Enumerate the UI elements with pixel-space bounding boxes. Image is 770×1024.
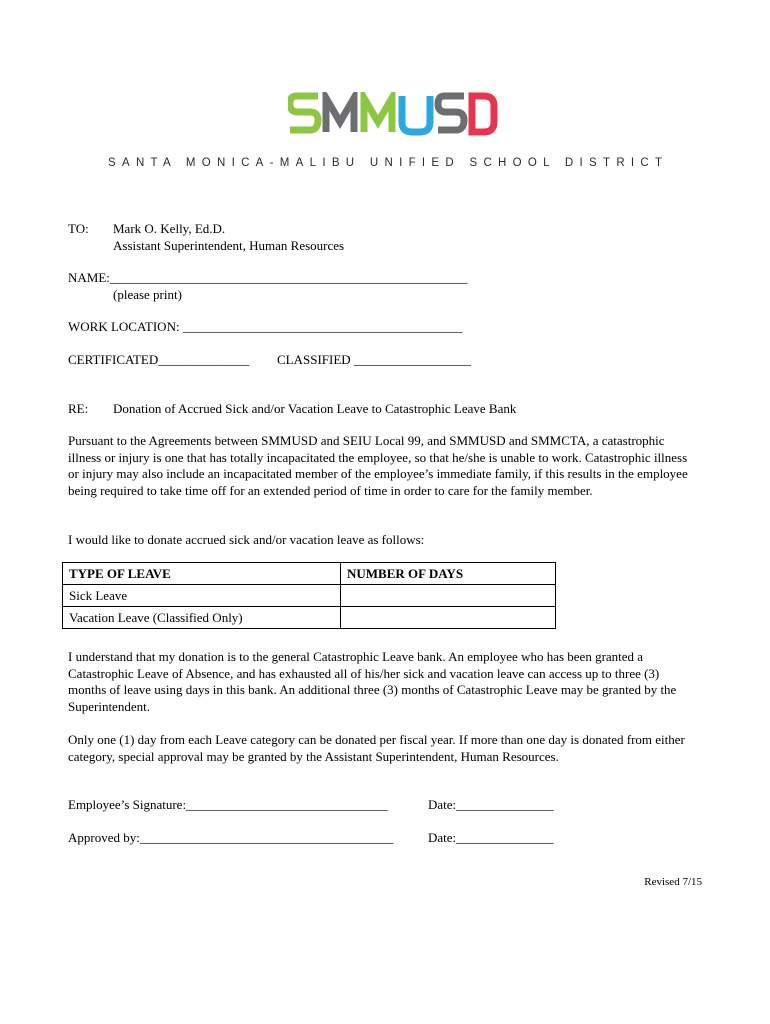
name-hint: (please print) <box>113 287 182 302</box>
table-header-row <box>63 563 556 585</box>
paragraph-understanding: I understand that my donation is to the general Catastrophic Leave bank. An employee who has been granted a Catastrophic Leave of Absence, and has exhausted all of his/her sick and vacation leave can access up to three (3) months of leave using days in this bank. An additional three (3) months of Catastrophic Leave may be granted by the Superintendent. <box>68 649 677 714</box>
paragraph-definition: Pursuant to the Agreements between SMMUSD and SEIU Local 99, and SMMUSD and SMMCTA, a catastrophic illness or injury is one that has totally incapacitated the employee, so that he/she is unable to work. Catastrophic illness or injury may also include an incapacitated member of the employee’s immediate family, if this results in the employee being required to take time off for an extended period of time in order to care for the family member. <box>68 433 688 498</box>
approved-by-field[interactable]: Approved by:_______________________________________ <box>68 830 394 845</box>
name-field[interactable]: NAME:_______________________________________________________ <box>68 270 468 285</box>
table-header-days: NUMBER OF DAYS <box>341 563 556 585</box>
table-row <box>63 585 556 607</box>
table-row <box>63 607 556 629</box>
revised-note: Revised 7/15 <box>644 876 702 888</box>
approved-date-field[interactable]: Date:_______________ <box>428 830 554 845</box>
days-input-vacation[interactable] <box>341 607 556 629</box>
leave-type-vacation: Vacation Leave (Classified Only) <box>63 607 341 629</box>
leave-type-sick: Sick Leave <box>63 585 341 607</box>
certificated-field[interactable]: CERTIFICATED______________ <box>68 352 250 367</box>
smmusd-logo-icon <box>288 92 498 138</box>
classified-field[interactable]: CLASSIFIED __________________ <box>277 352 471 367</box>
work-location-field[interactable]: WORK LOCATION: ___________________________________________ <box>68 319 463 334</box>
district-logo <box>0 92 770 140</box>
district-name: SANTA MONICA-MALIBU UNIFIED SCHOOL DISTRICT <box>108 157 669 169</box>
re-label: RE: <box>68 401 89 416</box>
paragraph-intro: I would like to donate accrued sick and/or vacation leave as follows: <box>68 532 425 547</box>
recipient-name: Mark O. Kelly, Ed.D. <box>113 221 226 236</box>
employee-date-field[interactable]: Date:_______________ <box>428 797 554 812</box>
days-input-sick[interactable] <box>341 585 556 607</box>
paragraph-limits: Only one (1) day from each Leave category can be donated per fiscal year. If more than one day is donated from either category, special approval may be granted by the Assistant Superintendent, Human Resources. <box>68 732 685 764</box>
employee-signature-field[interactable]: Employee’s Signature:_______________________________ <box>68 797 388 812</box>
to-label: TO: <box>68 221 89 236</box>
table-header-type: TYPE OF LEAVE <box>63 563 341 585</box>
leave-table <box>62 562 556 629</box>
re-subject: Donation of Accrued Sick and/or Vacation Leave to Catastrophic Leave Bank <box>113 401 517 416</box>
recipient-title: Assistant Superintendent, Human Resources <box>113 238 345 253</box>
